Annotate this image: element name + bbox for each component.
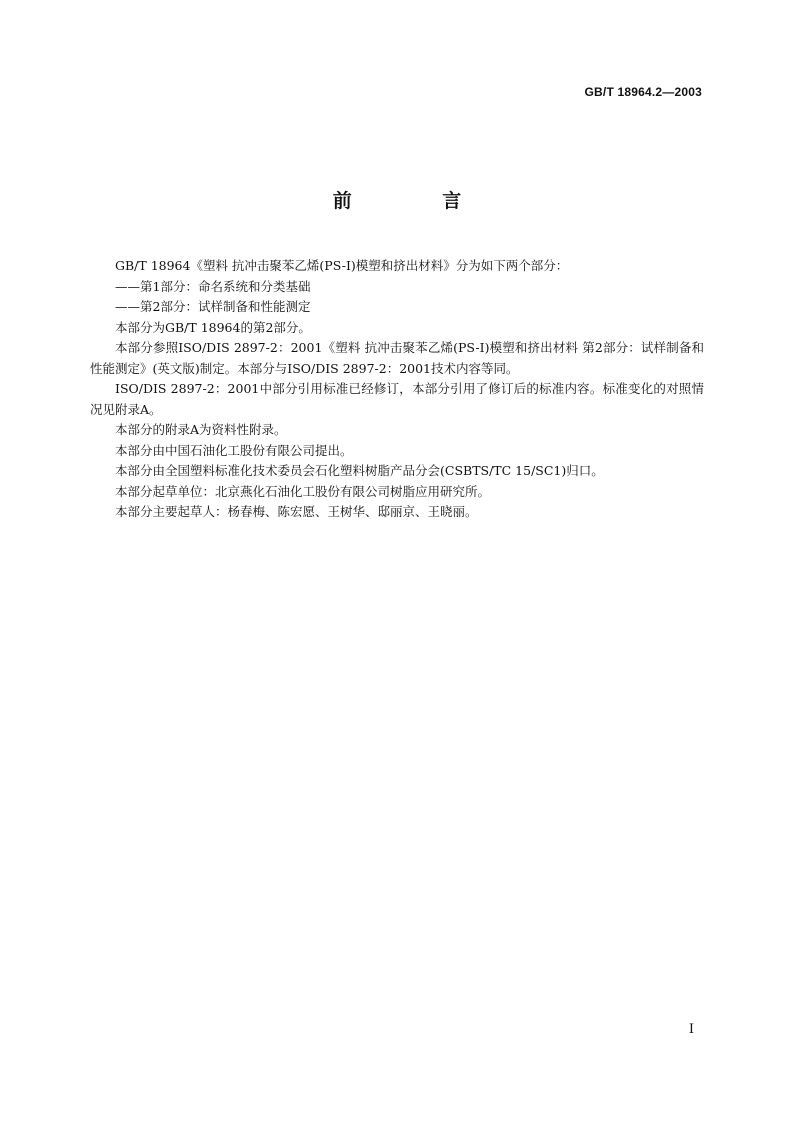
foreword-body <box>90 256 704 523</box>
paragraph-revision: ISO/DIS 2897-2：2001中部分引用标准已经修订，本部分引用了修订后的标准内容。标准变化的对照情况见附录A。 <box>90 381 704 417</box>
page-number: I <box>688 1022 694 1037</box>
paragraph-proposer: 本部分由中国石油化工股份有限公司提出。 <box>115 442 353 458</box>
paragraph-committee: 本部分由全国塑料标准化技术委员会石化塑料树脂产品分会(CSBTS/TC 15/SC1)归口。 <box>115 463 604 478</box>
paragraph-this-part: 本部分为GB/T 18964的第2部分。 <box>115 319 311 335</box>
paragraph-annex: 本部分的附录A为资料性附录。 <box>115 422 287 437</box>
standard-code: GB/T 18964.2—2003 <box>584 85 702 99</box>
paragraph-reference: 本部分参照ISO/DIS 2897-2：2001《塑料 抗冲击聚苯乙烯(PS-I)模塑和挤出材料 第2部分：试样制备和性能测定》(英文版)制定。本部分与ISO/DIS 2897-2：2001技术内容等同。 <box>90 340 704 376</box>
paragraph-parts-intro: GB/T 18964《塑料 抗冲击聚苯乙烯(PS-I)模塑和挤出材料》分为如下两个部分： <box>115 258 569 273</box>
paragraph-drafters: 本部分主要起草人：杨春梅、陈宏愿、王树华、邸丽京、王晓丽。 <box>115 504 478 519</box>
list-item-part-2: ——第2部分：试样制备和性能测定 <box>115 299 311 314</box>
page-title: 前 言 <box>332 190 504 212</box>
paragraph-drafting-unit: 本部分起草单位：北京燕化石油化工股份有限公司树脂应用研究所。 <box>115 483 491 499</box>
list-item-part-1: ——第1部分：命名系统和分类基础 <box>115 278 311 294</box>
